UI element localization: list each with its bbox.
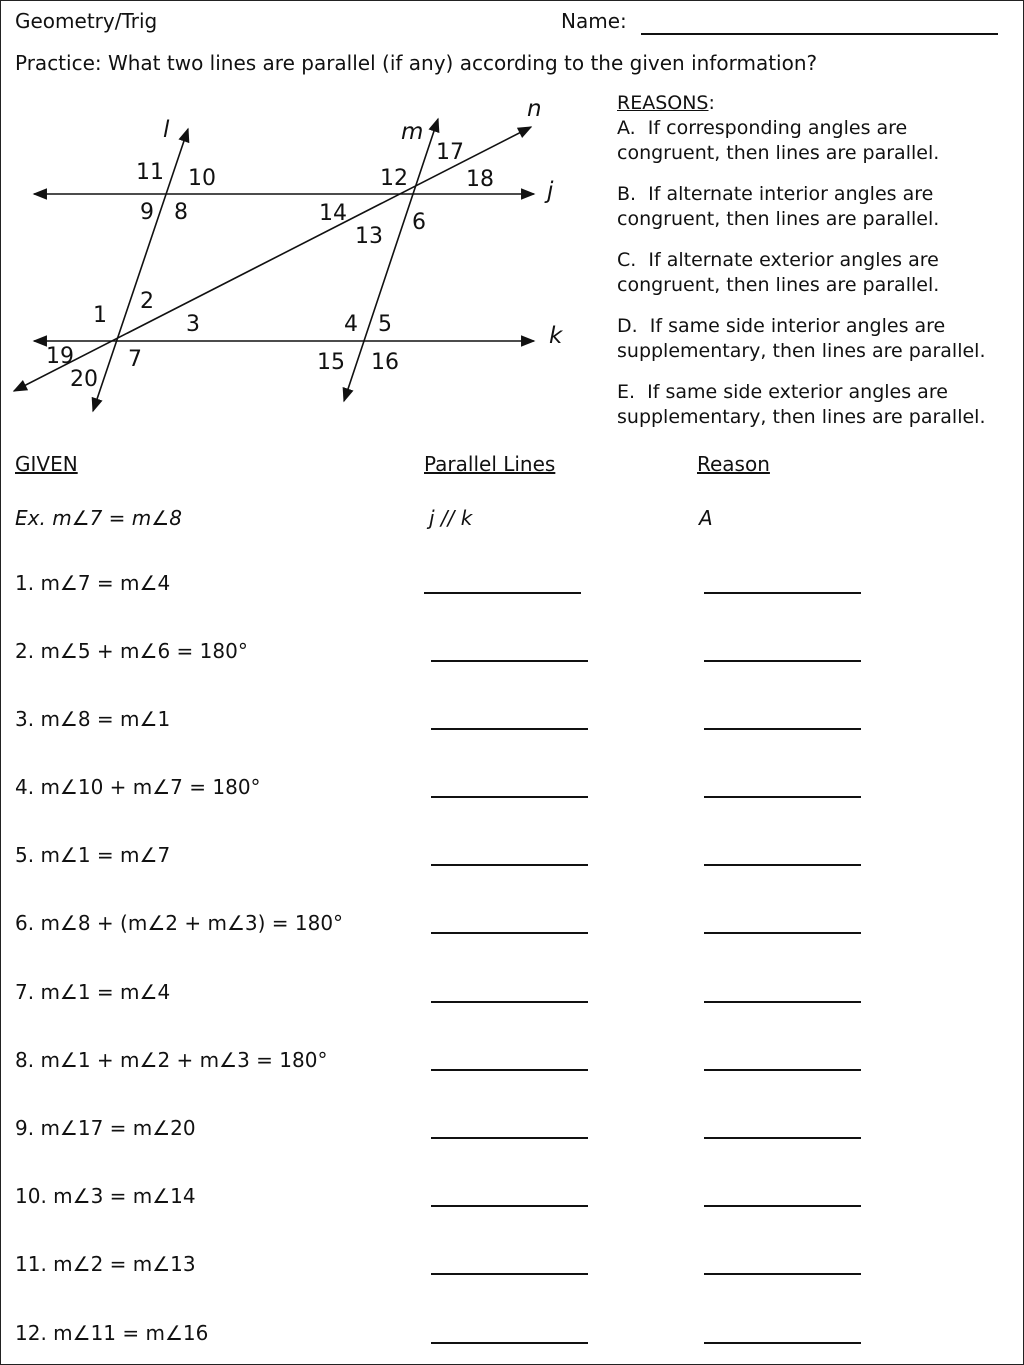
angle-15: 15 bbox=[317, 350, 345, 375]
parallel-answer-1[interactable] bbox=[424, 592, 581, 594]
reason-c bbox=[617, 248, 997, 298]
example-reason: A bbox=[699, 506, 713, 530]
angle-12: 12 bbox=[380, 166, 408, 191]
given-5: 5. m∠1 = m∠7 bbox=[15, 843, 171, 867]
angle-5: 5 bbox=[378, 312, 392, 337]
reason-d-text: If same side interior angles are supplementary, then lines are parallel. bbox=[617, 315, 986, 362]
label-l: l bbox=[163, 117, 170, 143]
angle-13: 13 bbox=[355, 224, 383, 249]
name-label: Name: bbox=[561, 9, 627, 33]
angle-7: 7 bbox=[128, 347, 142, 372]
reason-a-letter: A. bbox=[617, 117, 636, 139]
angle-1: 1 bbox=[93, 303, 107, 328]
reason-e-letter: E. bbox=[617, 381, 636, 403]
reason-answer-10[interactable] bbox=[704, 1205, 861, 1207]
angle-14: 14 bbox=[319, 201, 347, 226]
label-m: m bbox=[401, 119, 424, 145]
parallel-answer-3[interactable] bbox=[431, 728, 588, 730]
reason-d bbox=[617, 314, 997, 364]
reason-a bbox=[617, 116, 997, 166]
reason-answer-2[interactable] bbox=[704, 660, 861, 662]
label-j: j bbox=[547, 178, 554, 204]
reason-answer-1[interactable] bbox=[704, 592, 861, 594]
reasons-list: REASONS: A. If corresponding angles are congruent, then lines are parallel. B. If alternate interior angles are congruent, then lines are parallel. C. If alternate exterior angles are congruent, then lines are parallel. D. If same side interior angles are supplementary, then lines are parallel. E. If same side exterior angles are supplementary, then lines are parallel. bbox=[617, 91, 997, 430]
angle-9: 9 bbox=[140, 200, 154, 225]
parallel-answer-11[interactable] bbox=[431, 1273, 588, 1275]
angle-6: 6 bbox=[412, 210, 426, 235]
parallel-lines-diagram bbox=[1, 86, 601, 426]
angle-4: 4 bbox=[344, 312, 358, 337]
reason-header: Reason bbox=[697, 452, 770, 476]
given-1: 1. m∠7 = m∠4 bbox=[15, 571, 171, 595]
label-n: n bbox=[527, 96, 542, 122]
reason-answer-6[interactable] bbox=[704, 932, 861, 934]
reason-b-letter: B. bbox=[617, 183, 637, 205]
parallel-answer-12[interactable] bbox=[431, 1342, 588, 1344]
reason-a-text: If corresponding angles are congruent, then lines are parallel. bbox=[617, 117, 940, 164]
parallel-answer-6[interactable] bbox=[431, 932, 588, 934]
given-10: 10. m∠3 = m∠14 bbox=[15, 1184, 196, 1208]
given-11: 11. m∠2 = m∠13 bbox=[15, 1252, 196, 1276]
reason-c-letter: C. bbox=[617, 249, 637, 271]
reason-d-letter: D. bbox=[617, 315, 638, 337]
parallel-answer-4[interactable] bbox=[431, 796, 588, 798]
example-given: Ex. m∠7 = m∠8 bbox=[15, 506, 182, 530]
parallel-answer-10[interactable] bbox=[431, 1205, 588, 1207]
reason-answer-7[interactable] bbox=[704, 1001, 861, 1003]
angle-10: 10 bbox=[188, 166, 216, 191]
given-7: 7. m∠1 = m∠4 bbox=[15, 980, 171, 1004]
parallel-answer-8[interactable] bbox=[431, 1069, 588, 1071]
angle-19: 19 bbox=[46, 344, 74, 369]
reason-answer-4[interactable] bbox=[704, 796, 861, 798]
angle-8: 8 bbox=[174, 200, 188, 225]
angle-20: 20 bbox=[70, 367, 98, 392]
reason-e-text: If same side exterior angles are supplementary, then lines are parallel. bbox=[617, 381, 986, 428]
reason-answer-3[interactable] bbox=[704, 728, 861, 730]
reason-answer-12[interactable] bbox=[704, 1342, 861, 1344]
instructions: Practice: What two lines are parallel (if any) according to the given information? bbox=[15, 51, 818, 75]
course-title: Geometry/Trig bbox=[15, 9, 158, 33]
given-header: GIVEN bbox=[15, 452, 78, 476]
reason-answer-8[interactable] bbox=[704, 1069, 861, 1071]
example-parallel: j // k bbox=[429, 506, 473, 530]
given-8: 8. m∠1 + m∠2 + m∠3 = 180° bbox=[15, 1048, 328, 1072]
reason-b bbox=[617, 182, 997, 232]
reason-answer-5[interactable] bbox=[704, 864, 861, 866]
reason-e bbox=[617, 380, 997, 430]
given-6: 6. m∠8 + (m∠2 + m∠3) = 180° bbox=[15, 911, 344, 935]
parallel-answer-9[interactable] bbox=[431, 1137, 588, 1139]
given-2: 2. m∠5 + m∠6 = 180° bbox=[15, 639, 248, 663]
reasons-title: REASONS bbox=[617, 92, 709, 114]
given-4: 4. m∠10 + m∠7 = 180° bbox=[15, 775, 261, 799]
label-k: k bbox=[549, 323, 563, 349]
given-9: 9. m∠17 = m∠20 bbox=[15, 1116, 196, 1140]
angle-17: 17 bbox=[436, 140, 464, 165]
angle-16: 16 bbox=[371, 350, 399, 375]
parallel-answer-7[interactable] bbox=[431, 1001, 588, 1003]
line-n bbox=[14, 127, 531, 391]
angle-11: 11 bbox=[136, 160, 164, 185]
parallel-lines-header: Parallel Lines bbox=[424, 452, 556, 476]
reason-answer-11[interactable] bbox=[704, 1273, 861, 1275]
name-field[interactable] bbox=[641, 33, 998, 35]
angle-2: 2 bbox=[140, 289, 154, 314]
parallel-answer-2[interactable] bbox=[431, 660, 588, 662]
angle-3: 3 bbox=[186, 312, 200, 337]
given-3: 3. m∠8 = m∠1 bbox=[15, 707, 171, 731]
angle-18: 18 bbox=[466, 167, 494, 192]
reason-answer-9[interactable] bbox=[704, 1137, 861, 1139]
parallel-answer-5[interactable] bbox=[431, 864, 588, 866]
reason-c-text: If alternate exterior angles are congruent, then lines are parallel. bbox=[617, 249, 940, 296]
given-12: 12. m∠11 = m∠16 bbox=[15, 1321, 209, 1345]
reason-b-text: If alternate interior angles are congruent, then lines are parallel. bbox=[617, 183, 940, 230]
